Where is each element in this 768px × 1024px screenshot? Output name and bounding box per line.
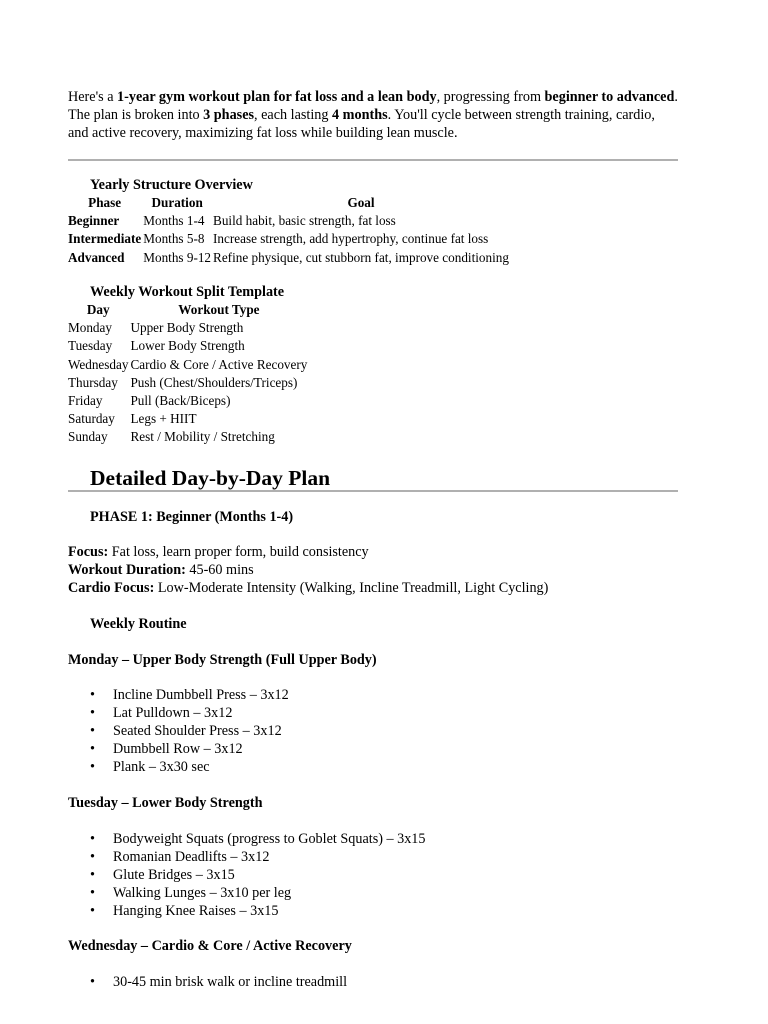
table-header-row bbox=[68, 301, 309, 319]
workout-cell: Upper Body Strength bbox=[130, 320, 244, 336]
intro-text-2: , progressing from bbox=[436, 89, 545, 105]
table-row bbox=[68, 230, 511, 248]
day-cell: Sunday bbox=[68, 429, 108, 445]
list-item: • Plank – 3x30 sec bbox=[113, 758, 289, 776]
col-header-workout-type: Workout Type bbox=[178, 302, 260, 317]
intro-bold-3: 3 phases bbox=[203, 107, 255, 123]
intro-text-1: Here's a bbox=[68, 89, 118, 105]
yearly-caption: Yearly Structure Overview bbox=[90, 177, 253, 193]
cardio-label: Cardio Focus: bbox=[68, 580, 155, 596]
workout-cell: Rest / Mobility / Stretching bbox=[130, 429, 275, 445]
goal-cell: Increase strength, add hypertrophy, continue fat loss bbox=[213, 231, 489, 247]
table-row bbox=[68, 249, 511, 267]
phase1-title: PHASE 1: Beginner (Months 1-4) bbox=[90, 509, 294, 525]
cardio-line bbox=[68, 579, 548, 597]
phase-cell: Advanced bbox=[68, 249, 125, 265]
wednesday-title: Wednesday – Cardio & Core / Active Recovery bbox=[68, 938, 352, 954]
table-row bbox=[68, 337, 309, 355]
day-cell: Thursday bbox=[68, 374, 118, 390]
weekly-split-table bbox=[68, 301, 309, 447]
table-header-row bbox=[68, 194, 511, 212]
day-cell: Monday bbox=[68, 320, 112, 336]
table-row bbox=[68, 319, 309, 337]
workout-cell: Lower Body Strength bbox=[130, 338, 245, 354]
intro-bold-1: 1-year gym workout plan for fat loss and a lean body bbox=[117, 89, 437, 105]
table-row bbox=[68, 212, 511, 230]
list-item: • Glute Bridges – 3x15 bbox=[113, 866, 426, 884]
horizontal-rule bbox=[68, 159, 678, 161]
intro-text-3: . The plan is broken into bbox=[68, 89, 678, 123]
duration-cell: Months 1-4 bbox=[143, 213, 205, 229]
duration-line bbox=[68, 561, 548, 579]
heading-underline bbox=[68, 490, 678, 492]
list-item: • Seated Shoulder Press – 3x12 bbox=[113, 722, 289, 740]
col-header-day: Day bbox=[86, 302, 110, 317]
duration-cell: Months 9-12 bbox=[143, 249, 212, 265]
focus-label: Focus: bbox=[68, 544, 109, 560]
focus-line bbox=[68, 543, 548, 561]
workout-cell: Pull (Back/Biceps) bbox=[130, 393, 231, 409]
workout-cell: Push (Chest/Shoulders/Triceps) bbox=[130, 374, 298, 390]
table-row bbox=[68, 410, 309, 428]
wednesday-exercise-list bbox=[68, 973, 347, 991]
duration-cell: Months 5-8 bbox=[143, 231, 205, 247]
table-row bbox=[68, 356, 309, 374]
table-row bbox=[68, 392, 309, 410]
day-cell: Wednesday bbox=[68, 356, 129, 372]
weekly-routine-title: Weekly Routine bbox=[90, 616, 187, 632]
intro-text-4: , each lasting bbox=[254, 107, 333, 123]
list-item: • Hanging Knee Raises – 3x15 bbox=[113, 902, 426, 920]
list-item: • Walking Lunges – 3x10 per leg bbox=[113, 884, 426, 902]
goal-cell: Build habit, basic strength, fat loss bbox=[213, 213, 396, 229]
day-cell: Saturday bbox=[68, 411, 115, 427]
workout-cell: Legs + HIIT bbox=[130, 411, 197, 427]
workout-cell: Cardio & Core / Active Recovery bbox=[130, 356, 308, 372]
tuesday-title: Tuesday – Lower Body Strength bbox=[68, 795, 263, 811]
phase1-meta bbox=[68, 543, 548, 597]
focus-value: Fat loss, learn proper form, build consistency bbox=[108, 544, 369, 560]
monday-title: Monday – Upper Body Strength (Full Upper Body) bbox=[68, 652, 377, 668]
day-cell: Tuesday bbox=[68, 338, 113, 354]
col-header-goal: Goal bbox=[347, 195, 375, 210]
list-item: • Lat Pulldown – 3x12 bbox=[113, 704, 289, 722]
weekly-split-caption: Weekly Workout Split Template bbox=[90, 284, 285, 300]
list-item: • Romanian Deadlifts – 3x12 bbox=[113, 848, 426, 866]
yearly-structure-table bbox=[68, 194, 511, 267]
tuesday-exercise-list bbox=[68, 830, 426, 920]
table-row bbox=[68, 428, 309, 446]
detailed-plan-heading: Detailed Day-by-Day Plan bbox=[90, 466, 331, 490]
monday-exercise-list bbox=[68, 686, 289, 776]
list-item: • Dumbbell Row – 3x12 bbox=[113, 740, 289, 758]
intro-text-5: . You'll cycle between strength training, cardio, and active recovery, maximizing fat loss while building lean muscle. bbox=[68, 107, 655, 141]
cardio-value: Low-Moderate Intensity (Walking, Incline Treadmill, Light Cycling) bbox=[154, 580, 549, 596]
intro-paragraph bbox=[68, 88, 678, 142]
duration-label: Workout Duration: bbox=[68, 562, 186, 578]
phase-cell: Beginner bbox=[68, 213, 120, 229]
list-item: • Bodyweight Squats (progress to Goblet Squats) – 3x15 bbox=[113, 830, 426, 848]
col-header-phase: Phase bbox=[88, 195, 122, 210]
table-row bbox=[68, 374, 309, 392]
intro-bold-2: beginner to advanced bbox=[544, 89, 675, 105]
intro-bold-4: 4 months bbox=[332, 107, 388, 123]
day-cell: Friday bbox=[68, 393, 103, 409]
col-header-duration: Duration bbox=[151, 195, 203, 210]
goal-cell: Refine physique, cut stubborn fat, improve conditioning bbox=[213, 249, 509, 265]
duration-value: 45-60 mins bbox=[185, 562, 254, 578]
phase-cell: Intermediate bbox=[68, 231, 142, 247]
list-item: • Incline Dumbbell Press – 3x12 bbox=[113, 686, 289, 704]
list-item: • 30-45 min brisk walk or incline treadmill bbox=[113, 973, 347, 991]
